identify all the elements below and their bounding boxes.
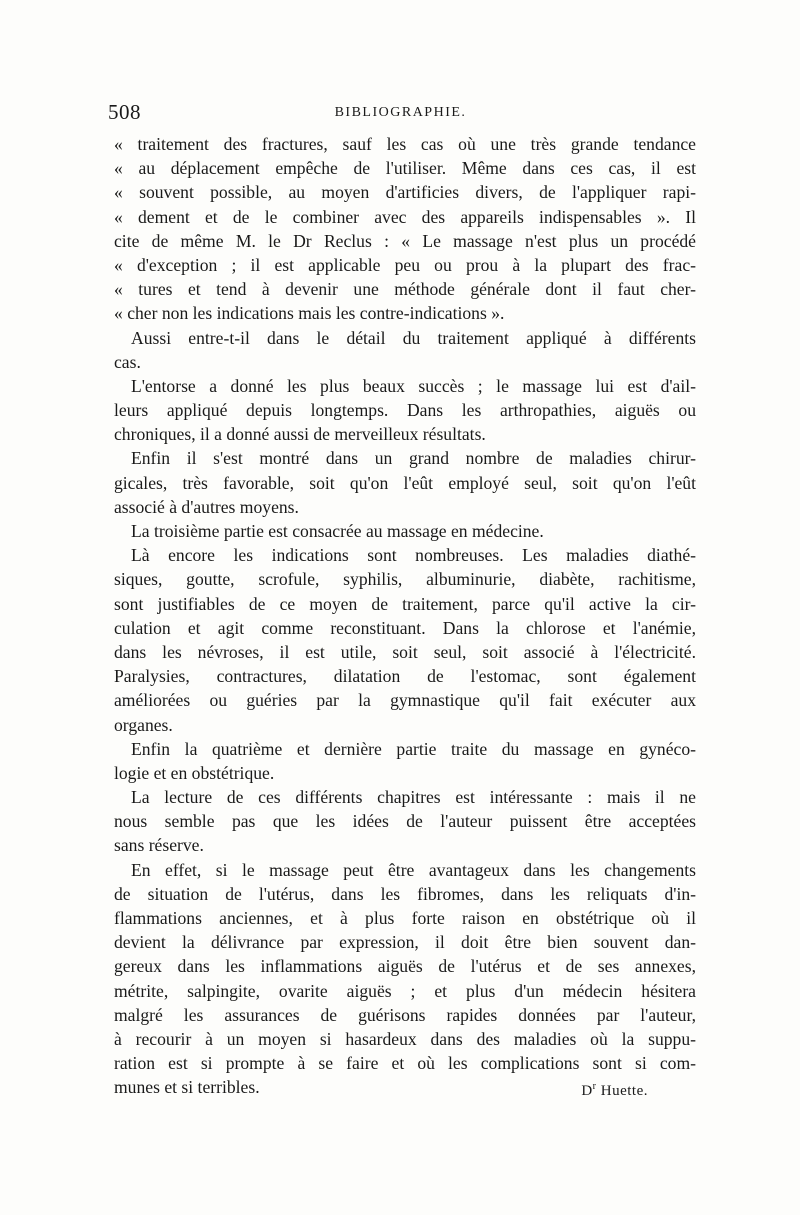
text-line: sont justifiables de ce moyen de traitement, parce qu'il active la cir- [114,593,696,614]
text-line: Enfin la quatrième et dernière partie traite du massage en gynéco- [131,738,696,759]
text-line: métrite, salpingite, ovarite aiguës ; et plus d'un médecin hésitera [114,980,696,1001]
text-line: gicales, très favorable, soit qu'on l'eût employé seul, soit qu'on l'eût [114,472,696,493]
text-line: chroniques, il a donné aussi de merveilleux résultats. [114,424,486,445]
text-line: cite de même M. le Dr Reclus : « Le massage n'est plus un procédé [114,230,696,251]
text-line: flammations anciennes, et à plus forte raison en obstétrique où il [114,908,696,928]
text-line: de situation de l'utérus, dans les fibromes, dans les reliquats d'in- [114,883,696,904]
text-line: Paralysies, contractures, dilatation de l'estomac, sont également [114,666,696,687]
text-line: sans réserve. [114,835,204,856]
text-line: gereux dans les inflammations aiguës de l'utérus et de ses annexes, [114,956,696,977]
text-line: devient la délivrance par expression, il doit être bien souvent dan- [114,932,696,953]
author-signature [581,1075,696,1099]
page-header [108,100,693,124]
text-line: « traitement des fractures, sauf les cas où une très grande tendance [114,134,696,154]
text-line: « d'exception ; il est applicable peu ou prou à la plupart des frac- [114,254,696,275]
text-line: dans les névroses, il est utile, soit seul, soit associé à l'électricité. [114,641,696,662]
text-line: « dement et de le combiner avec des appareils indispensables ». Il [114,206,696,227]
text-line: à recourir à un moyen si hasardeux dans des maladies où la suppu- [114,1028,696,1049]
page-number: 508 [108,100,141,124]
text-line: malgré les assurances de guérisons rapides données par l'auteur, [114,1004,696,1025]
text-line: « au déplacement empêche de l'utiliser. Même dans ces cas, il est [114,158,696,179]
text-line: cas. [114,351,141,372]
text-line: Là encore les indications sont nombreuses. Les maladies diathé- [131,545,696,566]
text-line: logie et en obstétrique. [114,762,275,783]
text-line: améliorées ou guéries par la gymnastique qu'il fait exécuter aux [114,690,696,711]
signature-name: Huette. [600,1083,648,1100]
text-line: munes et si terribles. [114,1077,260,1098]
text-line: Aussi entre-t-il dans le détail du traitement appliqué à différents [131,327,696,348]
text-line: nous semble pas que les idées de l'auteur puissent être acceptées [114,811,696,832]
text-line: « souvent possible, au moyen d'artificies divers, de l'appliquer rapi- [114,182,696,203]
signature-superscript: r [592,1081,597,1093]
text-line: Enfin il s'est montré dans un grand nombre de maladies chirur- [131,448,696,469]
text-line: La lecture de ces différents chapitres est intéressante : mais il ne [131,787,696,808]
text-line: « tures et tend à devenir une méthode générale dont il faut cher- [114,279,696,300]
text-line: En effet, si le massage peut être avantageux dans les changements [131,859,696,880]
text-line: « cher non les indications mais les contre-indications ». [114,303,505,324]
text-line: organes. [114,714,173,735]
text-line: La troisième partie est consacrée au massage en médecine. [131,521,544,541]
text-line: L'entorse a donné les plus beaux succès ; le massage lui est d'ail- [131,375,696,396]
text-line: siques, goutte, scrofule, syphilis, albuminurie, diabète, rachitisme, [114,569,696,590]
signature-prefix: D [581,1083,593,1100]
body-text [114,132,696,1100]
closing-line [114,1075,696,1099]
text-line: culation et agit comme reconstituant. Dans la chlorose et l'anémie, [114,617,696,638]
running-title: BIBLIOGRAPHIE. [334,105,467,120]
text-line: associé à d'autres moyens. [114,496,299,517]
text-line: leurs appliqué depuis longtemps. Dans les arthropathies, aiguës ou [114,400,696,421]
text-line: ration est si prompte à se faire et où les complications sont si com- [114,1053,696,1074]
